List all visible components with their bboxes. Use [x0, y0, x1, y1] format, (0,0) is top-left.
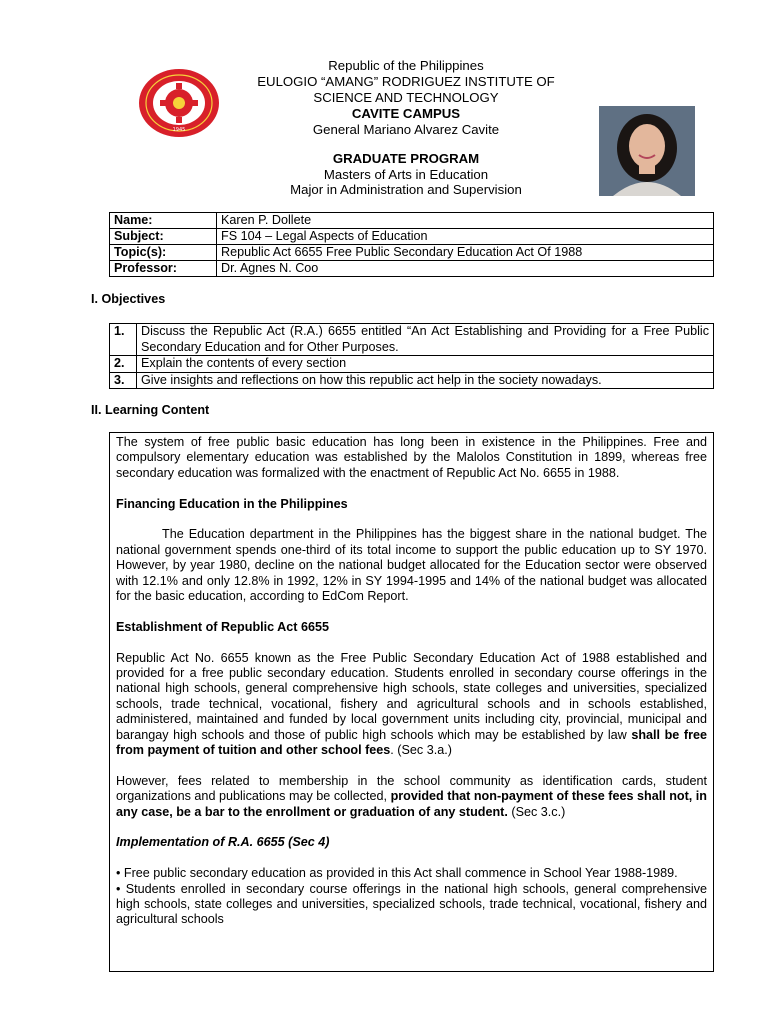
header-location: General Mariano Alvarez Cavite	[312, 122, 500, 137]
financing-heading: Financing Education in the Philippines	[116, 496, 348, 511]
info-row-professor	[110, 261, 714, 277]
student-photo	[599, 106, 695, 196]
info-value: Republic Act 6655 Free Public Secondary Education Act Of 1988	[217, 245, 714, 261]
info-value: FS 104 – Legal Aspects of Education	[217, 229, 714, 245]
objective-row	[110, 372, 714, 389]
program-title: GRADUATE PROGRAM	[332, 151, 480, 166]
info-label: Professor:	[110, 261, 217, 277]
learning-content-box	[109, 432, 714, 972]
learning-content-heading: II. Learning Content	[91, 403, 210, 417]
objective-text: Explain the contents of every section	[137, 356, 714, 373]
objectives-table	[109, 323, 714, 389]
financing-paragraph: The Education department in the Philippines has the biggest share in the national budget. The national government spends one-third of its total income to support the public education up to SY 1970. However, by year 1980, decline on the national budget allocated for the Education sector were observed with 12.1% and only 12.8% in 1992, 12% in SY 1994-1995 and 14% of the national budget was allocated for the basic education, according to EdCom Report.	[116, 527, 707, 604]
implementation-heading: Implementation of R.A. 6655 (Sec 4)	[116, 835, 330, 850]
bold-run: shall be free from payment of tuition and other school fees	[116, 727, 707, 758]
objective-text: Give insights and reflections on how this republic act help in the society nowadays.	[137, 372, 714, 389]
text-run: . (Sec 3.a.)	[390, 743, 452, 758]
program-degree: Masters of Arts in Education	[323, 166, 489, 182]
bold-run: provided that non-payment of these fees shall not, in any case, be a bar to the enrollment or graduation of any student.	[116, 789, 707, 819]
header-institute-line1: EULOGIO “AMANG” RODRIGUEZ INSTITUTE OF	[257, 74, 555, 89]
info-label: Subject:	[110, 229, 217, 245]
header-campus: CAVITE CAMPUS	[351, 106, 461, 121]
program-block	[200, 151, 612, 198]
objective-number: 1.	[110, 324, 137, 356]
objective-row	[110, 356, 714, 373]
objective-number: 3.	[110, 372, 137, 389]
header-country: Republic of the Philippines	[328, 58, 484, 73]
program-major: Major in Administration and Supervision	[290, 182, 522, 197]
establishment-paragraph	[116, 651, 707, 759]
student-info-table	[109, 212, 714, 277]
objectives-heading: I. Objectives	[91, 292, 166, 306]
info-row-subject	[110, 229, 714, 245]
text-run: Republic Act No. 6655 known as the Free Public Secondary Education Act of 1988 established and provided for a free public secondary education. Students enrolled in secondary course offerings in the national high schools, general comprehensive high schools, state colleges and universities, specialized schools, trade technical, vocational, fishery and agricultural schools and in schools established, administered, maintained and funded by local government units including city, provincial, municipal and barangay high schools and those of public high schools which may be established by law	[116, 650, 707, 742]
intro-paragraph: The system of free public basic education has long been in existence in the Philippines. Free and compulsory elementary education was established by the Malolos Constitution in 1899, whereas free secondary education was formalized with the enactment of Republic Act No. 6655 in 1988.	[116, 435, 707, 480]
institution-header	[200, 58, 612, 138]
info-value: Karen P. Dollete	[217, 213, 714, 229]
info-value: Dr. Agnes N. Coo	[217, 261, 714, 277]
objective-row	[110, 324, 714, 356]
establishment-heading: Establishment of Republic Act 6655	[116, 619, 329, 634]
fees-paragraph	[116, 774, 707, 820]
objective-number: 2.	[110, 356, 137, 373]
objective-text: Discuss the Republic Act (R.A.) 6655 entitled “An Act Establishing and Providing for a Free Public Secondary Education and for Other Purposes.	[137, 324, 714, 356]
header-institute-line2: SCIENCE AND TECHNOLOGY	[313, 90, 499, 105]
info-label: Topic(s):	[110, 245, 217, 261]
seal-year: 1945	[172, 127, 186, 133]
info-row-name	[110, 213, 714, 229]
text-run: (Sec 3.c.)	[507, 804, 566, 819]
implementation-bullet: • Students enrolled in secondary course offerings in the national high schools, general comprehensive high schools, state colleges and universities, specialized schools, trade technical, vocational, fishery and agricultural schools	[116, 881, 707, 927]
implementation-bullet: • Free public secondary education as provided in this Act shall commence in School Year 1988-1989.	[116, 866, 678, 881]
text-run: However, fees related to membership in the school community as identification cards, student organizations and publications may be collected,	[116, 773, 707, 804]
info-label: Name:	[110, 213, 217, 229]
info-row-topic	[110, 245, 714, 261]
